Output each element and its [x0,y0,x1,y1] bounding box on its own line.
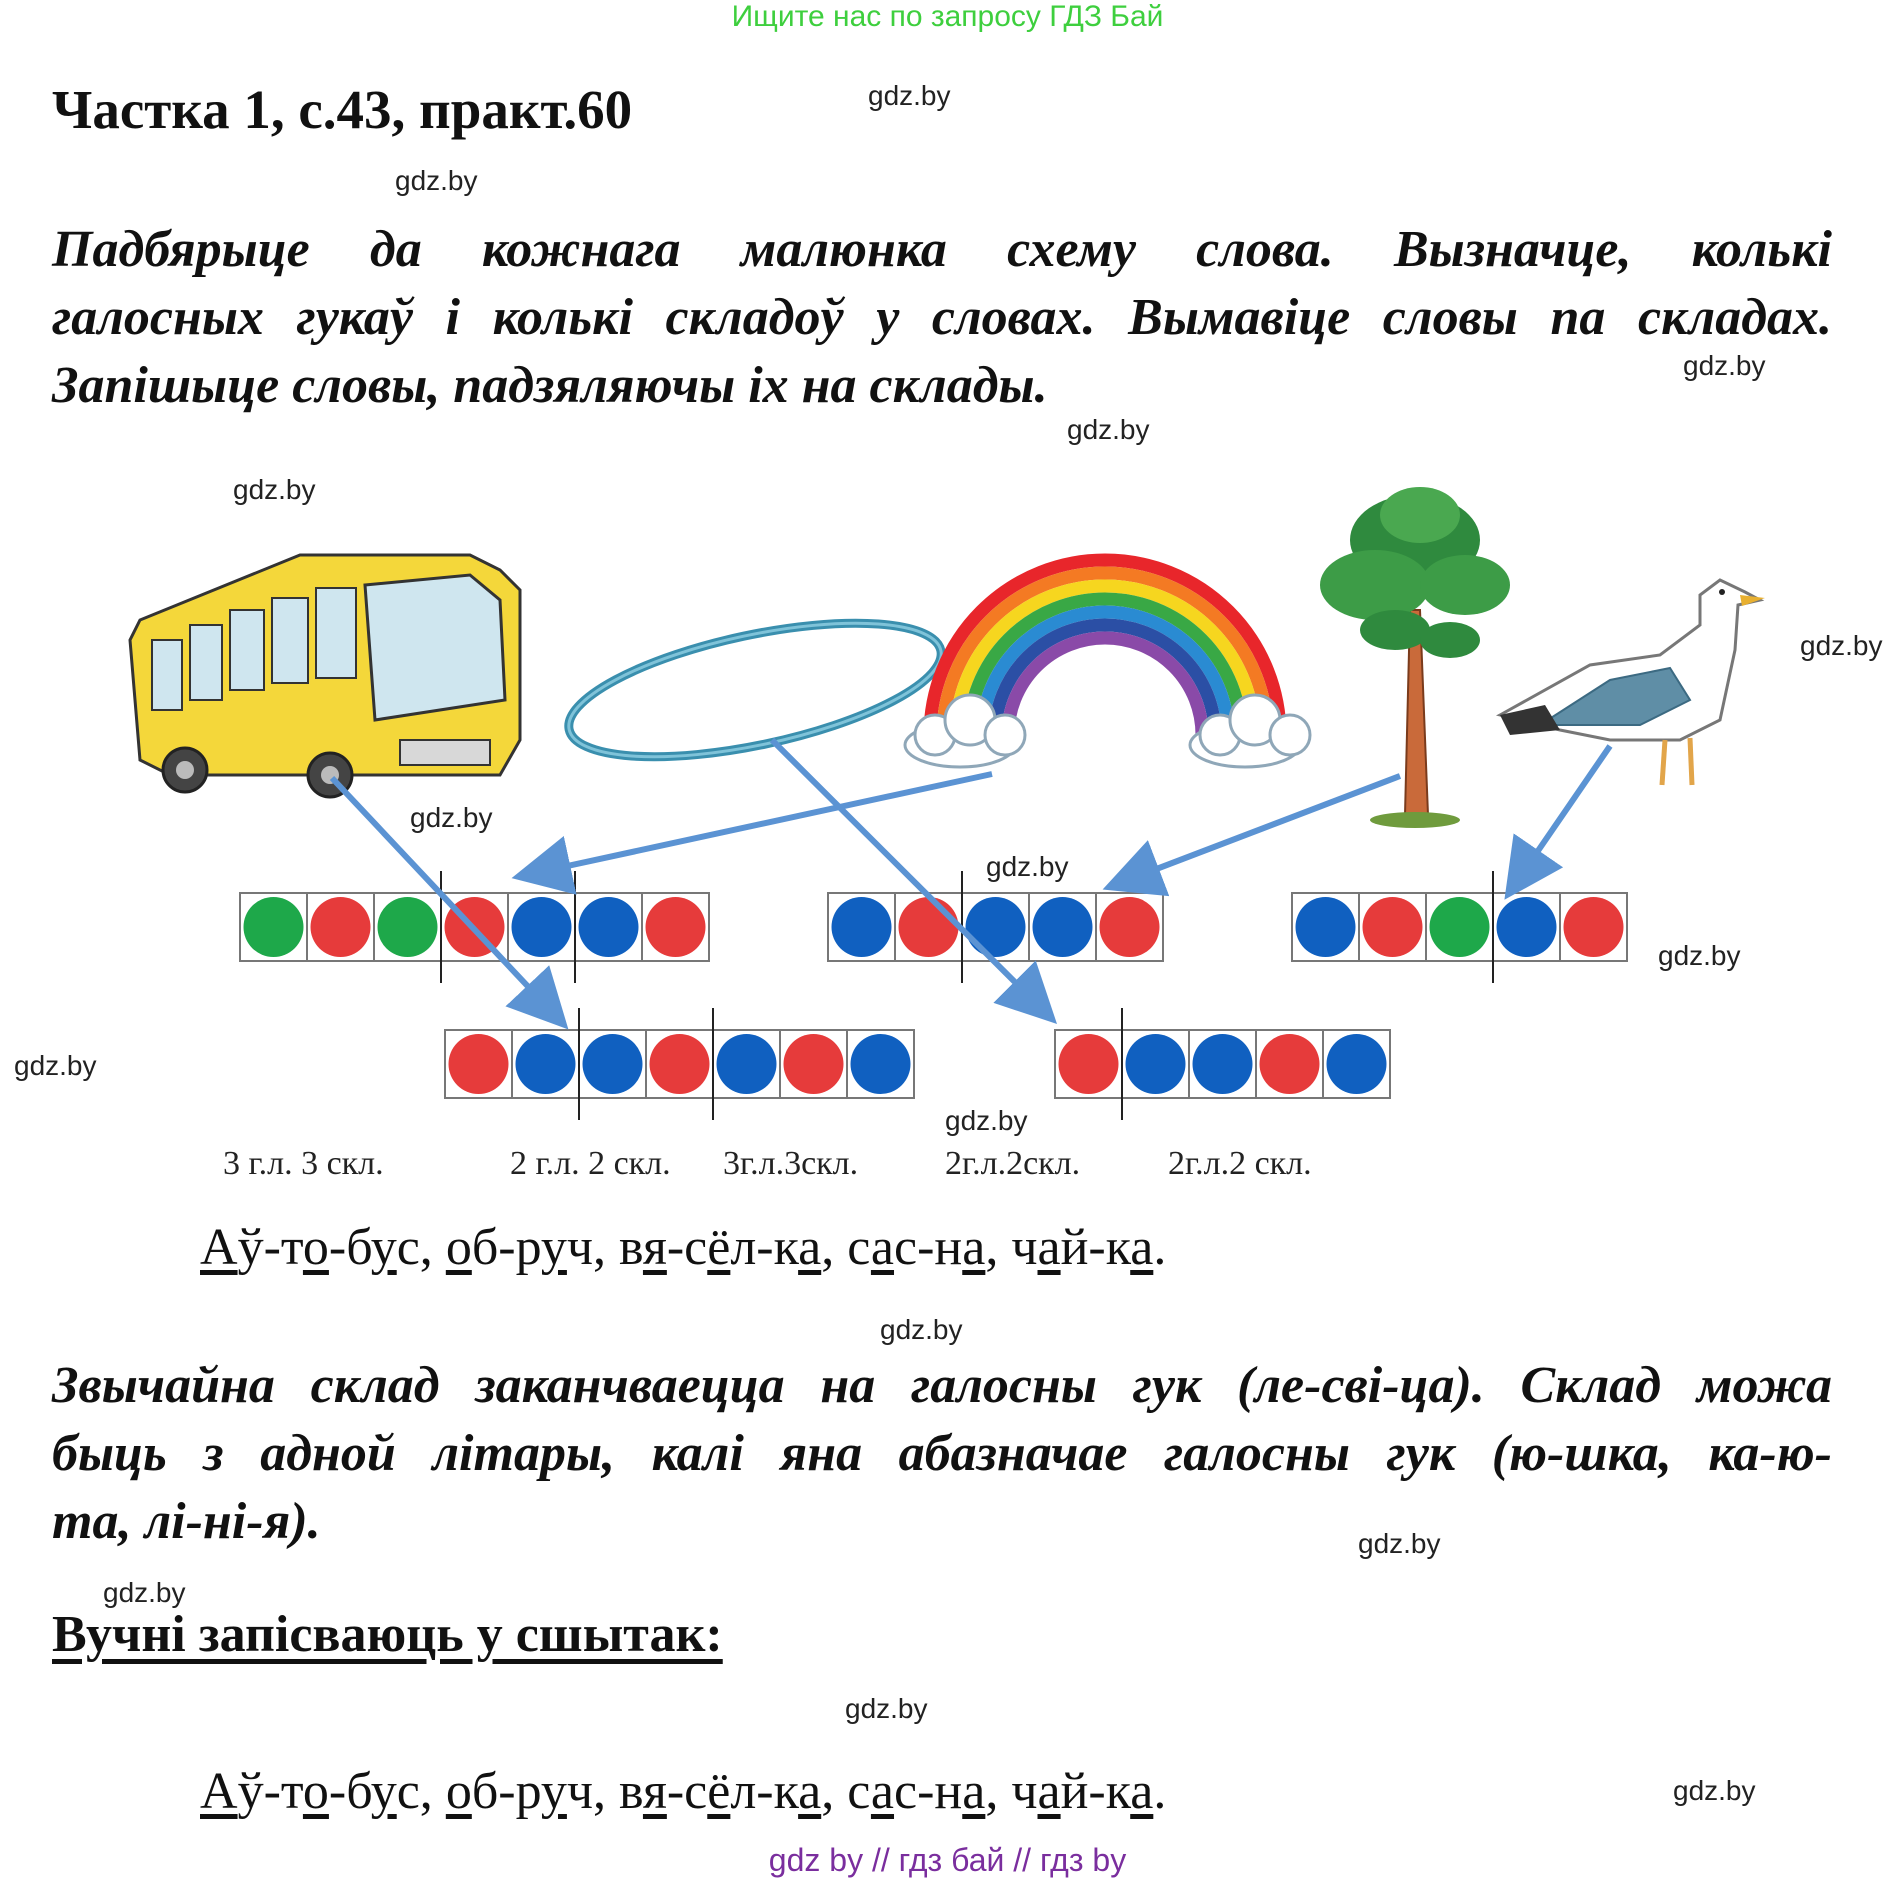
blue-sound-circle [832,897,892,957]
stressed-vowel: у [370,1763,397,1820]
watermark: gdz.by [103,1577,186,1608]
red-sound-circle [1059,1034,1119,1094]
top-banner[interactable]: Ищите нас по запросу ГДЗ Бай [731,0,1164,33]
answer-words [200,1218,1166,1277]
word-part: й-к [1060,1219,1131,1276]
word-part: б-р [471,1763,541,1820]
word-part: -с [666,1763,708,1820]
blue-sound-circle [1296,897,1356,957]
arrow-hoop [772,740,1040,1007]
blue-sound-circle [966,897,1026,957]
note-3: 3г.л.3скл. [723,1145,859,1182]
arrow-tree [1125,776,1400,881]
word-part: с-н [894,1219,963,1276]
scheme-bottom-left [445,1008,914,1120]
watermark: gdz.by [1673,1775,1756,1806]
watermark: gdz.by [986,851,1069,882]
scheme-top-right [1292,871,1627,983]
syllable-schemes [240,871,1627,1120]
stressed-vowel: а [798,1219,822,1276]
word-part: -б [328,1763,371,1820]
word-part: . [1153,1763,1167,1820]
word-part: , ч [985,1763,1038,1820]
word-part: ч, в [566,1763,643,1820]
scheme-bottom-right [1055,1008,1390,1120]
blue-sound-circle [851,1034,911,1094]
green-sound-circle [378,897,438,957]
red-sound-circle [1363,897,1423,957]
rule-line: Звычайна склад заканчваецца на галосны гук (ле-сві-ца). Склад можа [52,1357,1832,1414]
stressed-vowel: ё [707,1763,731,1820]
stressed-vowel: а [1130,1219,1154,1276]
word-part: , ч [985,1219,1038,1276]
watermark: gdz.by [1658,940,1741,971]
stressed-vowel: а [1130,1763,1154,1820]
watermark: gdz.by [868,80,951,111]
stressed-vowel: о [302,1763,329,1820]
word-part: , с [821,1219,871,1276]
stressed-vowel: я [642,1763,667,1820]
word-part: с, [396,1219,446,1276]
stressed-vowel: у [540,1763,567,1820]
stressed-vowel: а [870,1219,895,1276]
answer-words-notebook [200,1762,1166,1821]
watermark: gdz.by [845,1693,928,1724]
stressed-vowel: А [200,1763,238,1820]
stressed-vowel: я [642,1219,667,1276]
rule-text [52,1352,1832,1556]
seagull-icon [1500,580,1765,785]
stressed-vowel: у [540,1219,567,1276]
rule-line: быць з адной літары, калі яна абазначае галосны гук (ю-шка, ка-ю- [52,1425,1832,1482]
note-1: 3 г.л. 3 скл. [223,1145,384,1182]
red-sound-circle [899,897,959,957]
word-part: , с [821,1763,871,1820]
rule-line: та, лі-ні-я). [52,1493,321,1550]
blue-sound-circle [579,897,639,957]
watermark: gdz.by [395,165,478,196]
stressed-vowel: а [962,1219,986,1276]
watermark: gdz.by [880,1314,963,1345]
watermark: gdz.by [1358,1528,1441,1559]
red-sound-circle [1260,1034,1320,1094]
green-sound-circle [1430,897,1490,957]
note-4: 2г.л.2скл. [945,1145,1081,1182]
blue-sound-circle [1327,1034,1387,1094]
stressed-vowel: а [1037,1763,1061,1820]
word-part: -с [666,1219,708,1276]
red-sound-circle [650,1034,710,1094]
watermark: gdz.by [1800,630,1883,661]
note-2: 2 г.л. 2 скл. [510,1145,671,1182]
blue-sound-circle [516,1034,576,1094]
hoop-icon [558,597,953,784]
green-sound-circle [244,897,304,957]
cloud-icon [905,695,1310,767]
red-sound-circle [1564,897,1624,957]
red-sound-circle [784,1034,844,1094]
blue-sound-circle [512,897,572,957]
word-part: ў-т [237,1763,303,1820]
bus-icon [130,555,520,797]
stressed-vowel: а [962,1763,986,1820]
arrow-seagull [1518,746,1610,880]
blue-sound-circle [717,1034,777,1094]
blue-sound-circle [1033,897,1093,957]
word-part: ч, в [566,1219,643,1276]
word-part: . [1153,1219,1167,1276]
red-sound-circle [449,1034,509,1094]
watermark: gdz.by [14,1050,97,1081]
word-part: ў-т [237,1219,303,1276]
watermark: gdz.by [1683,350,1766,381]
blue-sound-circle [1193,1034,1253,1094]
word-part: л-к [730,1219,799,1276]
word-part: с-н [894,1763,963,1820]
word-part: й-к [1060,1763,1131,1820]
watermark: gdz.by [945,1105,1028,1136]
blue-sound-circle [583,1034,643,1094]
task-line: Запішыце словы, падзяляючы іх на склады. [52,357,1048,414]
notebook-heading: Вучні запісваюць у сшытак: [52,1606,723,1663]
stressed-vowel: о [445,1219,472,1276]
word-part: -б [328,1219,371,1276]
red-sound-circle [646,897,706,957]
word-part: б-р [471,1219,541,1276]
blue-sound-circle [1497,897,1557,957]
arrow-rainbow [535,774,992,873]
stressed-vowel: а [798,1763,822,1820]
blue-sound-circle [1126,1034,1186,1094]
red-sound-circle [1100,897,1160,957]
stressed-vowel: у [370,1219,397,1276]
word-part: с, [396,1763,446,1820]
word-part: л-к [730,1763,799,1820]
stressed-vowel: ё [707,1219,731,1276]
note-5: 2г.л.2 скл. [1168,1145,1312,1182]
watermark: gdz.by [233,474,316,505]
stressed-vowel: а [870,1763,895,1820]
stressed-vowel: а [1037,1219,1061,1276]
task-line: галосных гукаў і колькі складоў у словах. Вымавіце словы па складах. [52,289,1832,346]
red-sound-circle [311,897,371,957]
watermark: gdz.by [1067,414,1150,445]
page-title: Частка 1, с.43, практ.60 [52,79,633,140]
task-line: Падбярыце да кожнага малюнка схему слова. Вызначце, колькі [52,221,1832,278]
footer-links[interactable]: gdz by // гдз бай // гдз by [768,1842,1127,1878]
stressed-vowel: о [302,1219,329,1276]
stressed-vowel: А [200,1219,238,1276]
pine-tree-icon [1320,487,1510,828]
watermark: gdz.by [410,802,493,833]
stressed-vowel: о [445,1763,472,1820]
